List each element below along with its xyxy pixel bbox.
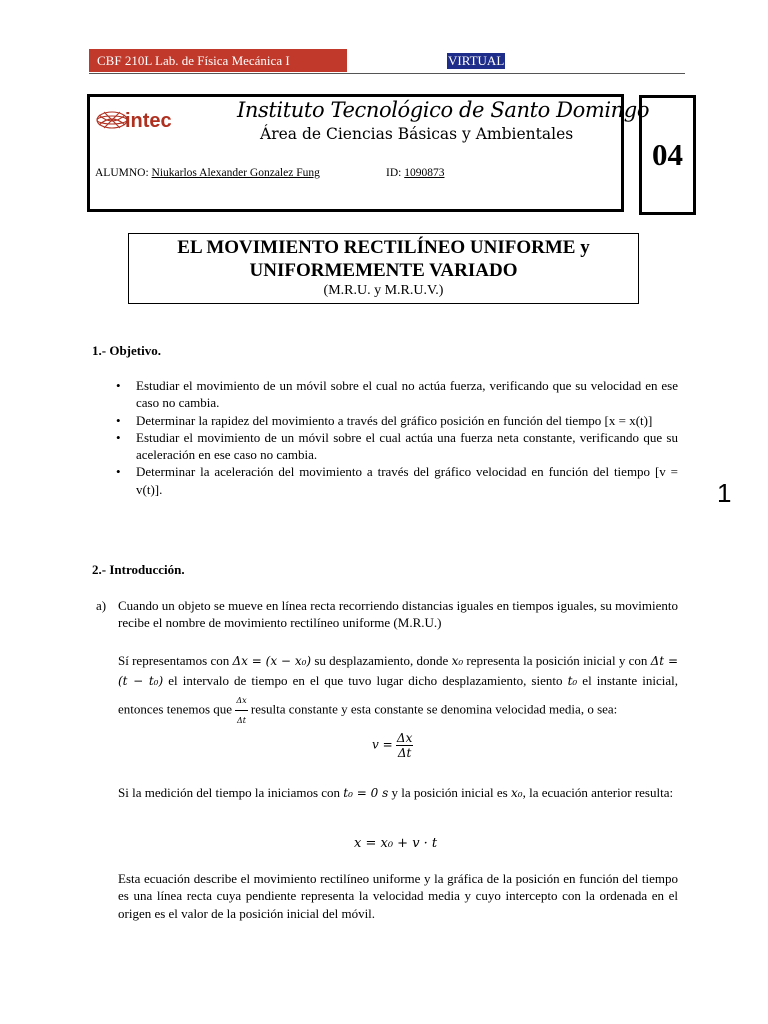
area-name: Área de Ciencias Básicas y Ambientales xyxy=(260,125,574,143)
id-label: ID: xyxy=(386,167,402,179)
objective-item: • Determinar la aceleración del movimiento a través del gráfico velocidad en función del tiempo [v = v(t)]. xyxy=(116,464,678,497)
bullet-icon: • xyxy=(116,429,121,445)
objective-list xyxy=(116,377,678,498)
objective-item: • Estudiar el movimiento de un móvil sobre el cual no actúa fuerza, verificando que su velocidad en ese caso no cambia. xyxy=(116,378,678,411)
fraction-dx-dt: $\frac{\Delta x}{\Delta t}$ xyxy=(235,691,247,730)
title-line-2: UNIFORMEMENTE VARIADO xyxy=(249,260,518,281)
equation-position: x = x₀ + v · t xyxy=(354,836,438,851)
item-a-text: Cuando un objeto se mueve en línea recta recorriendo distancias iguales en tiempos iguales, su movimiento recibe el nombre de movimiento rectilíneo uniforme (M.R.U.) xyxy=(118,598,678,631)
bullet-icon: • xyxy=(116,464,121,480)
id-value: 1090873 xyxy=(404,167,445,179)
title-subtitle: (M.R.U. y M.R.U.V.) xyxy=(323,283,444,298)
item-a-label: a) xyxy=(96,598,107,613)
page-number: 1 xyxy=(717,478,732,508)
intro-paragraph-1: Sí representamos con Δx = (x − x₀) su desplazamiento, donde x₀ representa la posición inicial y con Δt = (t − t₀) el intervalo de tiempo en el que tuvo lugar dicho desplazamiento, siento t₀ el instante inicial, entonces tenemos que $\frac{\Delta x}{\Delta t}$ resulta constante y esta constante se denomina velocidad media, o sea: xyxy=(118,651,678,730)
intro-paragraph-3: Esta ecuación describe el movimiento rectilíneo uniforme y la gráfica de la posición en función del tiempo es una línea recta cuya pendiente representa la velocidad media y cuyo intercepto con la ordenada en el origen es el valor de la posición inicial del móvil. xyxy=(118,871,678,921)
intro-paragraph-2: Si la medición del tiempo la iniciamos con t₀ = 0 s y la posición inicial es x₀, la ecuación anterior resulta: xyxy=(118,785,674,800)
student-name: Niukarlos Alexander Gonzalez Fung xyxy=(151,167,320,179)
objective-item: • Estudiar el movimiento de un móvil sobre el cual actúa una fuerza neta constante, verificando que su aceleración en ese caso no cambia. xyxy=(116,429,678,463)
logo-wordmark: intec xyxy=(125,110,172,132)
title-box xyxy=(128,233,639,304)
institution-name: Instituto Tecnológico de Santo Domingo xyxy=(237,98,650,122)
practice-number: 04 xyxy=(639,95,696,215)
student-label: ALUMNO: xyxy=(95,167,149,179)
introduction-heading: 2.- Introducción. xyxy=(92,562,185,577)
student-line xyxy=(95,167,320,179)
objective-item: • Determinar la rapidez del movimiento a través del gráfico posición en función del tiempo [x = x(t)] xyxy=(116,412,653,428)
objective-heading: 1.- Objetivo. xyxy=(92,343,161,358)
virtual-tag: VIRTUAL xyxy=(448,53,505,68)
course-label: CBF 210L Lab. de Física Mecánica I xyxy=(89,49,347,72)
title-line-1: EL MOVIMIENTO RECTILÍNEO UNIFORME y xyxy=(177,237,590,258)
intec-logo xyxy=(95,103,195,137)
bullet-icon: • xyxy=(116,412,121,428)
student-id-line xyxy=(386,167,444,179)
top-rule xyxy=(89,73,685,74)
equation-velocity: v = $\frac{\Delta x}{\Delta t}$ xyxy=(372,731,413,760)
bullet-icon: • xyxy=(116,378,121,393)
